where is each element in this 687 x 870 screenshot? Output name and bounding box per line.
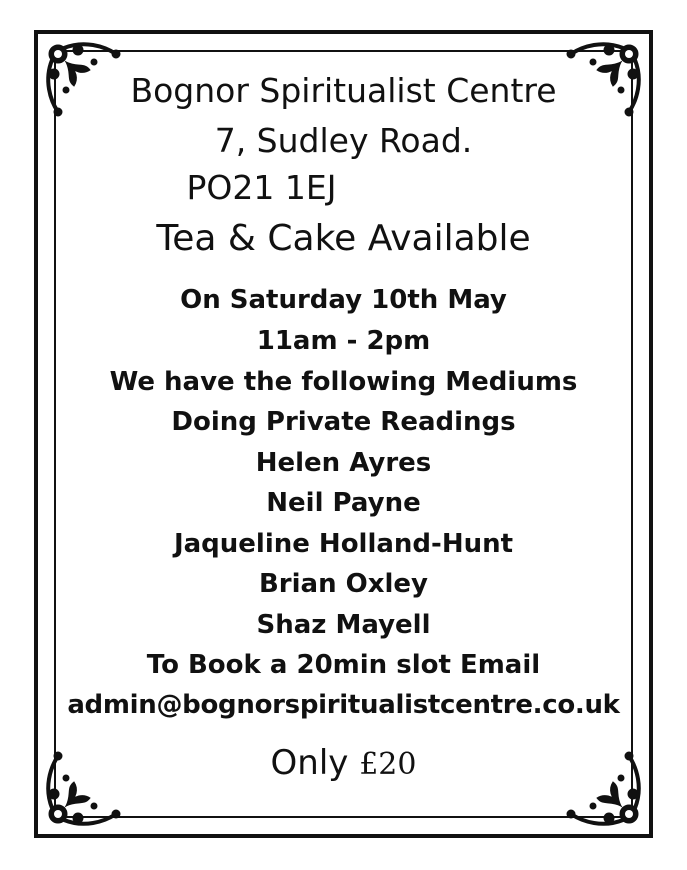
medium-name: Helen Ayres — [255, 448, 432, 478]
readings-note: Doing Private Readings — [171, 407, 516, 437]
venue-address: 7, Sudley Road. — [214, 121, 473, 160]
venue-postcode: PO21 1EJ — [186, 168, 337, 207]
medium-name: Brian Oxley — [258, 569, 429, 599]
refreshments-note: Tea & Cake Available — [156, 218, 531, 259]
booking-instructions: To Book a 20min slot Email — [146, 650, 541, 680]
medium-name: Neil Payne — [266, 488, 421, 518]
medium-name: Shaz Mayell — [256, 610, 431, 640]
mediums-intro: We have the following Mediums — [109, 367, 578, 397]
event-date: On Saturday 10th May — [180, 285, 507, 315]
medium-name: Jaqueline Holland-Hunt — [173, 529, 514, 559]
booking-email: admin@bognorspiritualistcentre.co.uk — [67, 690, 620, 720]
price-line — [0, 743, 687, 783]
venue-name: Bognor Spiritualist Centre — [130, 71, 557, 110]
event-time: 11am - 2pm — [256, 326, 431, 356]
price-amount: £20 — [359, 747, 417, 782]
price-prefix: Only — [270, 743, 360, 783]
